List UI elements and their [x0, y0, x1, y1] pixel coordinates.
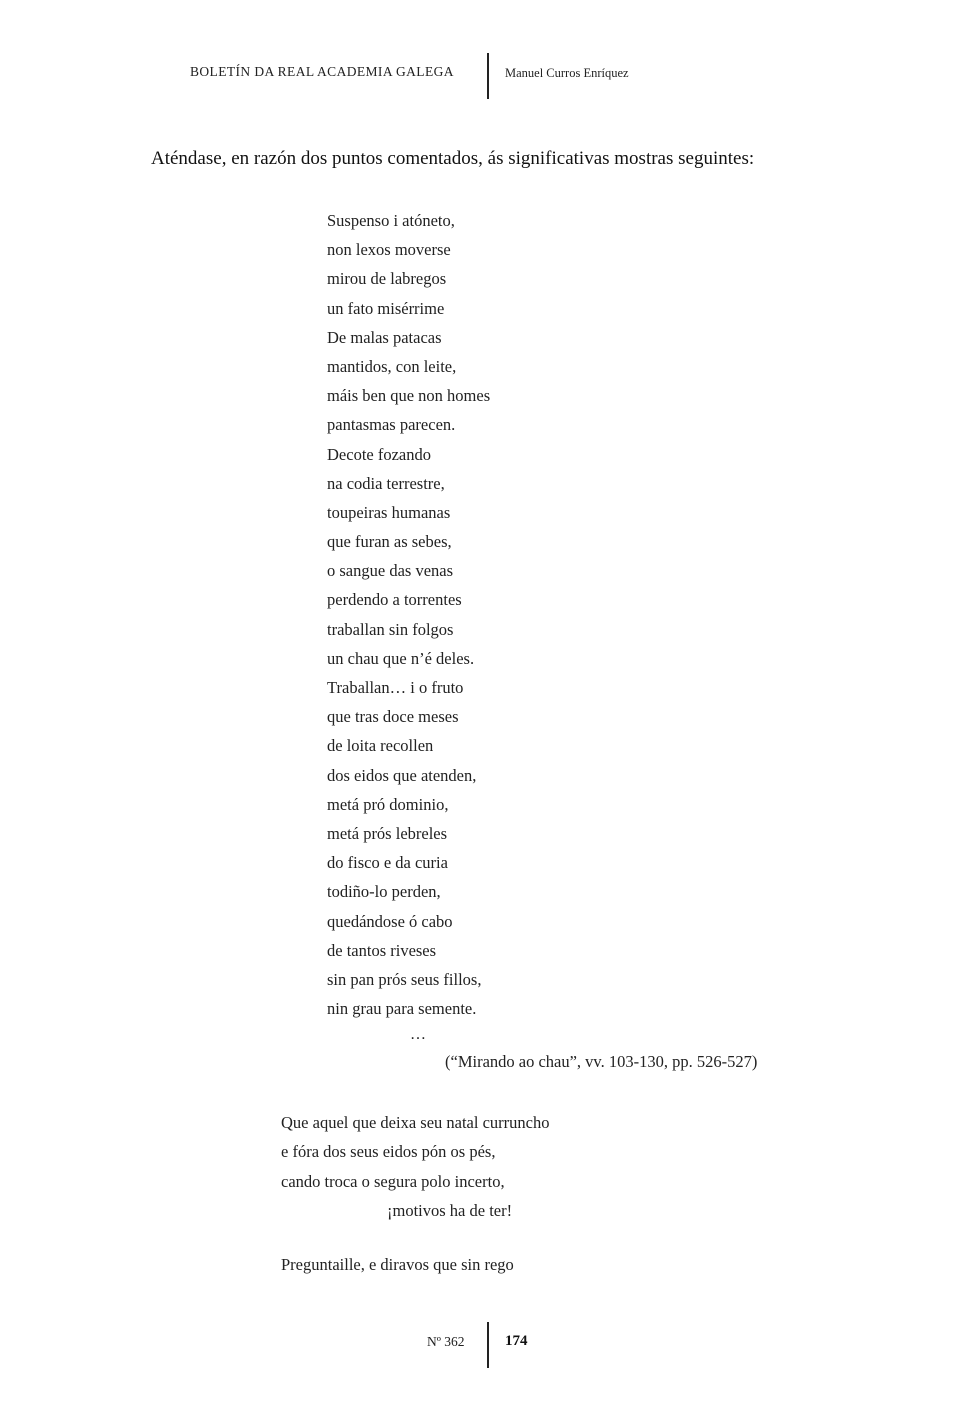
running-author: Manuel Curros Enríquez [505, 66, 629, 80]
verse-line: metá pró dominio, [327, 794, 449, 814]
header-divider [487, 53, 489, 99]
verse-line: sin pan prós seus fillos, [327, 969, 482, 989]
verse-line: nin grau para semente. [327, 999, 477, 1019]
verse-line: mantidos, con leite, [327, 356, 457, 376]
verse-line: metá prós lebreles [327, 823, 448, 843]
poem-excerpt-2 [281, 1108, 781, 1225]
verse-line: perdendo a torrentes [327, 590, 462, 610]
verse-line: quedándose ó cabo [327, 911, 453, 931]
verse-line: Decote fozando [327, 444, 431, 464]
verse-line: non lexos moverse [327, 240, 451, 260]
verse-line: de loita recollen [327, 736, 434, 756]
intro-paragraph: Aténdase, en razón dos puntos comentados, ás significativas mostras seguintes: [151, 148, 755, 169]
poem-citation: (“Mirando ao chau”, vv. 103-130, pp. 526-527) [445, 1052, 758, 1071]
page-number: 174 [505, 1333, 528, 1349]
verse-line: ¡motivos ha de ter! [387, 1200, 513, 1220]
verse-line: pantasmas parecen. [327, 415, 456, 435]
verse-line: Traballan… i o fruto [327, 678, 464, 697]
omission-ellipsis: … [410, 1026, 426, 1043]
verse-line: de tantos riveses [327, 940, 437, 960]
verse-line: Que aquel que deixa seu natal curruncho [281, 1113, 550, 1132]
verse-line: cando troca o segura polo incerto, [281, 1171, 505, 1191]
verse-line: na codia terrestre, [327, 473, 445, 493]
verse-line: mirou de labregos [327, 269, 447, 289]
verse-line: máis ben que non homes [327, 386, 491, 406]
verse-line: Suspenso i atóneto, [327, 211, 455, 230]
verse-line: traballan sin folgos [327, 619, 454, 639]
verse-line: un chau que n’é deles. [327, 648, 475, 668]
verse-line: De malas patacas [327, 327, 442, 347]
verse-line: e fóra dos seus eidos pón os pés, [281, 1142, 496, 1162]
journal-title: BOLETÍN DA REAL ACADEMIA GALEGA [190, 64, 454, 79]
poem-excerpt-3-line: Preguntaille, e diravos que sin rego [281, 1255, 514, 1274]
issue-number: Nº 362 [427, 1334, 465, 1349]
verse-line: dos eidos que atenden, [327, 765, 477, 785]
verse-line: o sangue das venas [327, 561, 454, 581]
poem-excerpt-1 [327, 206, 727, 1023]
verse-line: que furan as sebes, [327, 532, 452, 552]
footer-divider [487, 1322, 489, 1368]
verse-line: toupeiras humanas [327, 502, 451, 522]
verse-line: un fato misérrime [327, 298, 445, 318]
verse-line: do fisco e da curia [327, 853, 448, 873]
verse-line: que tras doce meses [327, 707, 459, 727]
verse-line: todiño-lo perden, [327, 882, 441, 902]
